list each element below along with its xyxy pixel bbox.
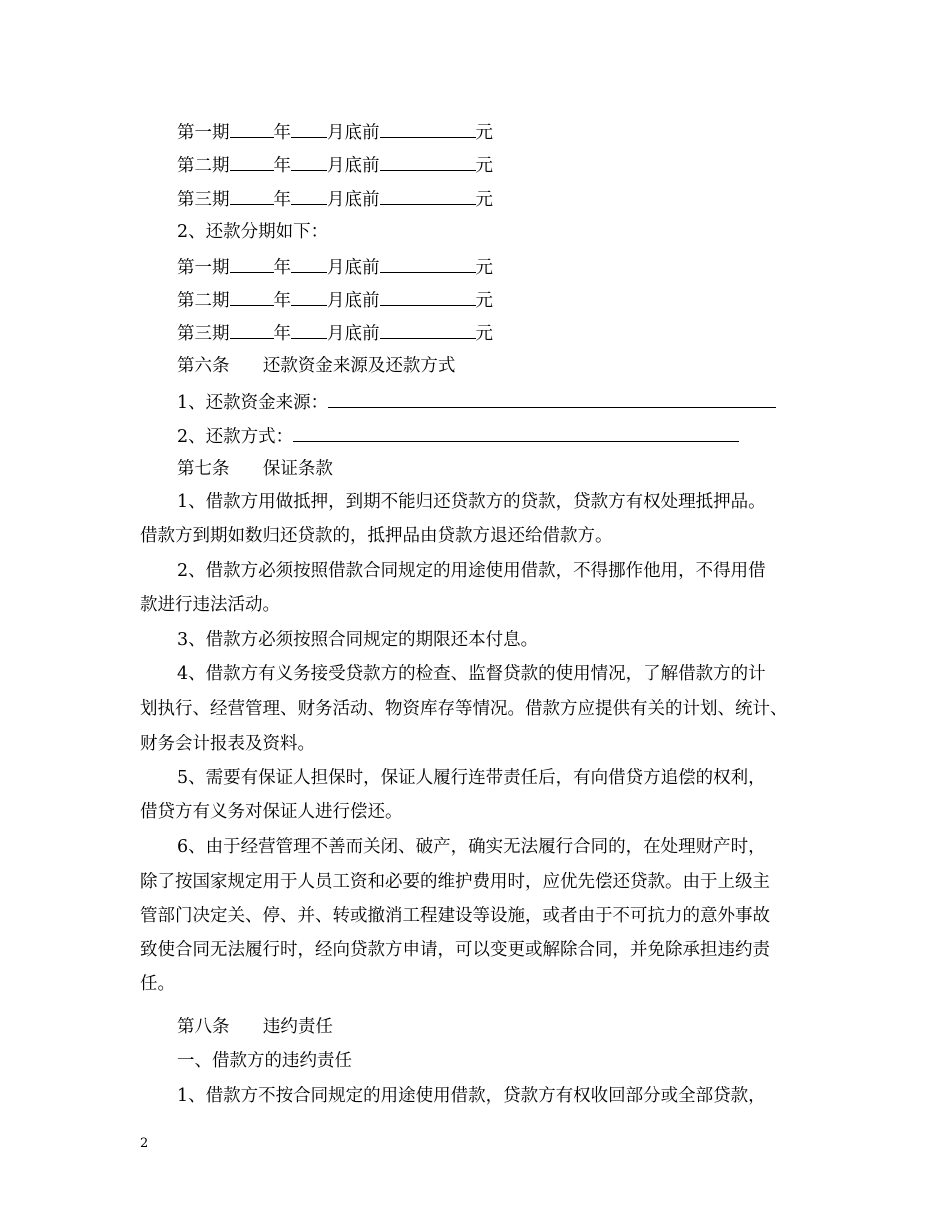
installment-row (177, 153, 493, 177)
paragraph-line: 借款方到期如数归还贷款的，抵押品由贷款方退还给借款方。 (140, 526, 613, 546)
installment-label: 第二期 (177, 156, 230, 176)
paragraph-line: 任。 (140, 974, 175, 994)
year-label: 年 (273, 190, 291, 210)
installment-row (177, 255, 493, 279)
year-blank (230, 321, 274, 339)
installment-label: 第二期 (177, 291, 230, 311)
paragraph-line: 财务会计报表及资料。 (140, 734, 315, 754)
month-label: 月底前 (327, 258, 380, 278)
page-number: 2 (140, 1136, 149, 1151)
article-6-title: 第六条 还款资金来源及还款方式 (177, 356, 456, 376)
funding-source-label: 1、还款资金来源： (177, 393, 329, 413)
installment-row (177, 120, 493, 144)
unit-label: 元 (475, 291, 493, 311)
article-7-title: 第七条 保证条款 (177, 459, 333, 479)
funding-source-row (177, 390, 776, 414)
unit-label: 元 (475, 190, 493, 210)
paragraph-line: 1、借款方不按合同规定的用途使用借款，贷款方有权收回部分或全部贷款， (177, 1086, 766, 1106)
amount-blank (380, 288, 476, 306)
month-blank (291, 153, 327, 171)
year-blank (230, 120, 274, 138)
paragraph-line: 除了按国家规定用于人员工资和必要的维护费用时，应优先偿还贷款。由于上级主 (140, 872, 770, 892)
installment-row (177, 321, 493, 345)
year-blank (230, 153, 274, 171)
year-label: 年 (273, 156, 291, 176)
paragraph-line: 致使合同无法履行时，经向贷款方申请，可以变更或解除合同，并免除承担违约责 (140, 940, 770, 960)
installment-label: 第一期 (177, 258, 230, 278)
installment-row (177, 288, 493, 312)
month-blank (291, 255, 327, 273)
installment-row (177, 187, 493, 211)
month-label: 月底前 (327, 190, 380, 210)
paragraph-line: 款进行违法活动。 (140, 595, 280, 615)
amount-blank (380, 321, 476, 339)
paragraph-line: 5、需要有保证人担保时，保证人履行连带责任后，有向借贷方追偿的权利， (177, 768, 766, 788)
year-label: 年 (273, 258, 291, 278)
month-label: 月底前 (327, 123, 380, 143)
unit-label: 元 (475, 324, 493, 344)
paragraph-line: 6、由于经营管理不善而关闭、破产，确实无法履行合同的，在处理财产时， (177, 837, 766, 857)
installment-label: 第一期 (177, 123, 230, 143)
month-blank (291, 321, 327, 339)
month-blank (291, 187, 327, 205)
article-8-title: 第八条 违约责任 (177, 1017, 333, 1037)
installment-label: 第三期 (177, 324, 230, 344)
year-label: 年 (273, 123, 291, 143)
repayment-method-blank (293, 424, 739, 442)
amount-blank (380, 153, 476, 171)
month-label: 月底前 (327, 156, 380, 176)
amount-blank (380, 120, 476, 138)
amount-blank (380, 187, 476, 205)
year-label: 年 (273, 291, 291, 311)
month-blank (291, 288, 327, 306)
month-label: 月底前 (327, 324, 380, 344)
paragraph-line: 4、借款方有义务接受贷款方的检查、监督贷款的使用情况，了解借款方的计 (177, 664, 766, 684)
year-blank (230, 187, 274, 205)
funding-source-blank (328, 390, 776, 408)
section-heading: 一、借款方的违约责任 (177, 1051, 352, 1071)
year-blank (230, 288, 274, 306)
unit-label: 元 (475, 123, 493, 143)
year-label: 年 (273, 324, 291, 344)
month-blank (291, 120, 327, 138)
unit-label: 元 (475, 258, 493, 278)
paragraph-line: 3、借款方必须按照合同规定的期限还本付息。 (177, 630, 539, 650)
installment-heading: 2、还款分期如下： (177, 222, 329, 242)
unit-label: 元 (475, 156, 493, 176)
paragraph-line: 2、借款方必须按照借款合同规定的用途使用借款，不得挪作他用，不得用借 (177, 561, 766, 581)
repayment-method-label: 2、还款方式： (177, 427, 294, 447)
paragraph-line: 划执行、经营管理、财务活动、物资库存等情况。借款方应提供有关的计划、统计、 (140, 699, 788, 719)
repayment-method-row (177, 424, 739, 448)
year-blank (230, 255, 274, 273)
installment-label: 第三期 (177, 190, 230, 210)
paragraph-line: 1、借款方用做抵押，到期不能归还贷款方的贷款，贷款方有权处理抵押品。 (177, 492, 766, 512)
month-label: 月底前 (327, 291, 380, 311)
paragraph-line: 管部门决定关、停、并、转或撤消工程建设等设施，或者由于不可抗力的意外事故 (140, 906, 770, 926)
paragraph-line: 借贷方有义务对保证人进行偿还。 (140, 802, 403, 822)
amount-blank (380, 255, 476, 273)
